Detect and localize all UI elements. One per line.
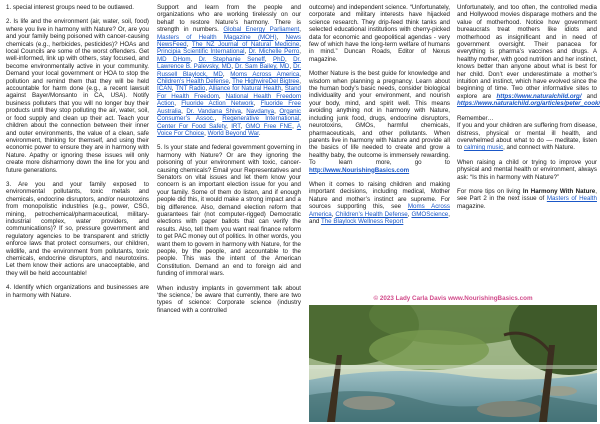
org-link-dr-lawrence-b-palevsky-md[interactable]: Dr. Lawrence B. Palevsky, MD: [157, 55, 301, 71]
org-link-news-newsfeed[interactable]: News NewsFeed: [157, 33, 301, 49]
media-text: Unfortunately, and too often, the controlled media and Hollywood movies disparage mothers and the value of motherhood. Notice how government bureaucrats treat mothers like idiots and motherhood as insignificant and in need of government oversight. Their panacea for everything is pharma’s vaccines and drugs. A healthy mother, with good nutrition and her instinct, knows better than anyone about what is best for her child. Don’t ever underestimate a mother’s intuition and instinct, which have evolved since the beginning of time. Two other informative sites to explore are: [457, 4, 597, 100]
paragraph-raising-children: When it comes to raising children and making important decisions, including medical, Mother Nature and mother’s instinct are supreme. For sources supporting this, see Moms Across America, Children’s Health Defense, GMOScience, and The Blaylock Wellness Report: [309, 180, 450, 225]
org-link-tnt-radio[interactable]: TNT Radio: [175, 85, 206, 93]
paragraph-mother-nature: [309, 70, 450, 174]
column-3: [309, 4, 450, 232]
paragraph-suffering: [457, 122, 597, 152]
paragraph-raising-child-question: When raising a child or trying to improve your physical and mental health or environment, always ask: “Is this in harmony with Nature?”: [457, 158, 597, 181]
org-link-principia-scientific-international[interactable]: Principia Scientific International: [157, 48, 245, 56]
org-link-moms-across-america[interactable]: Moms Across America: [230, 70, 300, 78]
org-link-regenerative-international[interactable]: Regenerative International: [222, 115, 300, 123]
org-link-global-energy-parliament[interactable]: Global Energy Parliament: [223, 26, 300, 34]
link-moms-across-america[interactable]: Moms Across America: [309, 203, 450, 218]
org-link-masters-of-health-magazine-moh[interactable]: Masters of Health Magazine (MOH): [157, 33, 277, 41]
org-link-phd[interactable]: PhD: [272, 55, 285, 63]
paragraph-special-interest: 1. special interest groups need to be outlawed.: [6, 4, 134, 11]
org-link-organic-consumer-s-assoc[interactable]: Organic Consumer’s Assoc.: [157, 107, 301, 123]
org-link-the-highwiredel-bigtree[interactable]: The HighwireDel Bigtree: [232, 78, 300, 86]
paragraph-environment: 2. Is life and the environment (air, water, soil, food) where you live in harmony with Nature? Or, are you and your family being poisoned with cancer-causing chemicals (e.g., herbicides, pesticides)? HOAs and local Councils are some of the worst offenders. Get well-informed, link up with others, stay focused, and become environmentally active in your community. Demand your local government or HOA to stop the pollution and remind them that they will be held accountable for harm done (e.g., a recent lawsuit against Bayer/Monsanto in CA, USA). Notify business polluters that you will no longer buy their products until they stop polluting the air, water, soil, or food supply and clean up their act. Teach your children about the connection between their inner and outer environments, the value of a clean, safe environment, thinking for themself, and using their economic power to ensure they are in harmony with Nature. Apathy or ignoring these issues will only create more disharmony down the line for you and future generations.: [6, 18, 149, 174]
link-calming-music[interactable]: calming music: [463, 144, 504, 152]
org-link-a-voice-for-choice[interactable]: A Voice For Choice: [157, 122, 301, 137]
org-link-fluoride-action-network[interactable]: Fluoride Action Network: [181, 100, 254, 108]
column-2: [157, 4, 301, 321]
link-childrens-health-defense[interactable]: Children’s Health Defense: [335, 210, 408, 218]
paragraph-support-organizations: [157, 4, 301, 137]
paragraph-more-tips: [457, 188, 597, 210]
paragraph-identify-organizations: 4. Identify which organizations and businesses are in harmony with Nature.: [6, 284, 149, 299]
org-link-gmo-free-fne[interactable]: GMO Free FNE: [245, 122, 293, 130]
org-link-dr-vandana-shiva[interactable]: Dr. Vandana Shiva: [186, 107, 241, 115]
org-link-alliance-for-natural-health[interactable]: Alliance for Natural Health: [208, 85, 282, 93]
paragraph-independent-science: outcome) and independent science. “Unfortunately, corporate and military interests have hijacked science research. They drip-feed think tanks and selected educational institutions with cherry-picked data for economic and geopolitical agendas - very few of which have the long-term welfare of humans in mind.” Duncan Roads, Editor of Nexus magazine.: [309, 4, 450, 63]
mother-nature-text: Mother Nature is the best guide for knowledge and wisdom when planning a pregnancy. Learn about the human body’s basic needs, consider biological individuality and your environment, and nourish your body, mind, and spirit well. This means avoiding anything not in harmony with Nature, including junk food, drugs, endocrine disruptors, neurotoxins, GMOs, harmful chemicals, pharmaceuticals, and other pollutants. When parents live in harmony with Nature and provide all the basics of life needed to create and grow a healthy baby, the outcome is immensely rewarding. To learn more, go to: [309, 70, 450, 167]
column-4: [457, 4, 600, 217]
org-link-world-beyond-war[interactable]: World Beyond War: [207, 129, 259, 137]
nourishing-basics-link[interactable]: http://www.NourishingBasics.com: [309, 166, 410, 174]
org-link-dr-sam-bailey-md[interactable]: Dr. Sam Bailey, MD: [235, 63, 290, 71]
paragraph-pollutants: 3. Are you and your family exposed to environmental pollutants, toxic metals and chemicals, endocrine disruptors, and/or neurotoxins from monopolistic industries (e.g., power, CSG, mining, petrochemical/pharmaceutical, military-industrial complex, water providers, and communications)? If so, pressure government and regulatory agencies to be transparent and strictly enforce laws that protect consumers, our children, wildlife, and the environment from pollutants, toxic chemicals, endocrine disruptors, and neurotoxins. Let them know their actions are unacceptable, and they will be held accountable!: [6, 180, 149, 277]
and-text: and: [309, 217, 320, 225]
in-harmony-title: In Harmony With Nature: [522, 187, 596, 195]
organization-links: Global Energy Parliament, Masters of Health Magazine (MOH), News NewsFeed, The NZ Journal of Natural Medicine, Principia Scientific International, Dr. Michelle Perro, MD DHom, Dr. Stephanie Seneff, PhD, Dr. Lawrence B. Palevsky, MD, Dr. Sam Bailey, MD, Dr. Russell Blaylock, MD, Moms Across America, Children’s Health Defense, The HighwireDel Bigtree, ICAN, TNT Radio, Alliance for Natural Health, Stand For Health Freedom, National Health Freedom Action, Fluoride Action Network, Fluoride Free Australia, Dr. Vandana Shiva, Navdanya, Organic Consumer’s Assoc., Regenerative International, Center For Food Safety, IRT, GMO Free FNE, A Voice For Choice, World Beyond War.: [157, 26, 302, 137]
org-link-national-health-freedom-action[interactable]: National Health Freedom Action: [157, 92, 301, 108]
org-link-navdanya[interactable]: Navdanya: [246, 107, 275, 115]
org-link-the-nz-journal-of-natural-medicine[interactable]: The NZ Journal of Natural Medicine: [191, 41, 300, 49]
org-link-center-for-food-safety[interactable]: Center For Food Safety: [157, 122, 227, 130]
copyright-notice: © 2023 Lady Carla Davis www.NourishingBasics.com: [373, 295, 533, 302]
paragraph-government: 5. Is your state and federal government governing in harmony with Nature? Or are they ignoring the poisoning of your environment with toxic, cancer-causing chemicals? Email your Representatives and Senators on vital issues and let them know your concern is an important election issue for you and your family. Some of them do listen, and if enough people did this, it would make a strong impact and a big difference. Also, demand election reform that guarantees fair (not computer-rigged) Democratic elections with paper ballots that can verify the results. Also, tell them you want real finance reform to get PAC money out of politics. In other words, you want them to govern in harmony with Nature, for the people, by the people, and accountable to the people. This was the intent of the American Constitution. Demand an end to foreign aid and funding of immoral wars.: [157, 144, 301, 278]
magazine-text: magazine.: [457, 202, 486, 210]
org-link-dr-stephanie-seneff[interactable]: Dr. Stephanie Seneff: [198, 55, 265, 63]
more-tips-text-2: , see Part 2 in the next issue of: [457, 187, 597, 203]
org-link-ican[interactable]: ICAN: [157, 85, 172, 93]
suffering-end: , and connect with Nature.: [503, 144, 575, 152]
link-blaylock-wellness[interactable]: The Blaylock Wellness Report: [320, 217, 404, 225]
link-gmoscience[interactable]: GMOScience: [411, 210, 449, 218]
column-1: [6, 4, 149, 306]
paragraph-media: [457, 4, 600, 108]
link-naturalchild-peter-cook[interactable]: https://www.naturalchild.org/articles/peter_cook/: [457, 100, 600, 108]
org-link-children-s-health-defense[interactable]: Children’s Health Defense: [157, 78, 229, 86]
and-text: and: [586, 92, 597, 100]
org-link-stand-for-health-freedom[interactable]: Stand For Health Freedom: [157, 85, 301, 100]
paragraph-science: When industry implants in government talk about ‘the science,’ be aware that currently, there are two types of science: Corporate science (industry financed with a controlled: [157, 284, 301, 314]
org-link-dr-michelle-perro[interactable]: Dr. Michelle Perro: [248, 48, 300, 56]
org-link-md-dhom[interactable]: MD DHom: [157, 55, 191, 63]
org-link-irt[interactable]: IRT: [231, 122, 241, 130]
org-link-dr-russell-blaylock-md[interactable]: Dr. Russell Blaylock, MD: [157, 63, 301, 78]
forest-river-photo: [309, 305, 597, 422]
suffering-text: If you and your children are suffering from disease, distress, physical or mental ill health, and overwhelmed about what to do — meditate, listen to: [457, 122, 597, 152]
org-link-fluoride-free-australia[interactable]: Fluoride Free Australia: [157, 100, 301, 115]
raising-children-text: When it comes to raising children and making important decisions, including medical, Mother Nature and mother’s instinct are supreme. For sources supporting this, see: [309, 180, 450, 211]
paragraph-remember: Remember…: [457, 114, 494, 122]
link-naturalchild[interactable]: https://www.naturalchild.org/: [496, 92, 582, 100]
more-tips-text: For more tips on living: [457, 187, 521, 195]
link-masters-of-health[interactable]: Masters of Health: [546, 195, 597, 203]
forest-river-image: [309, 305, 597, 422]
support-text: Support and learn from the people and organizations who are working tirelessly on our behalf to restore Nature’s harmony. There is strength in numbers.: [157, 4, 301, 34]
